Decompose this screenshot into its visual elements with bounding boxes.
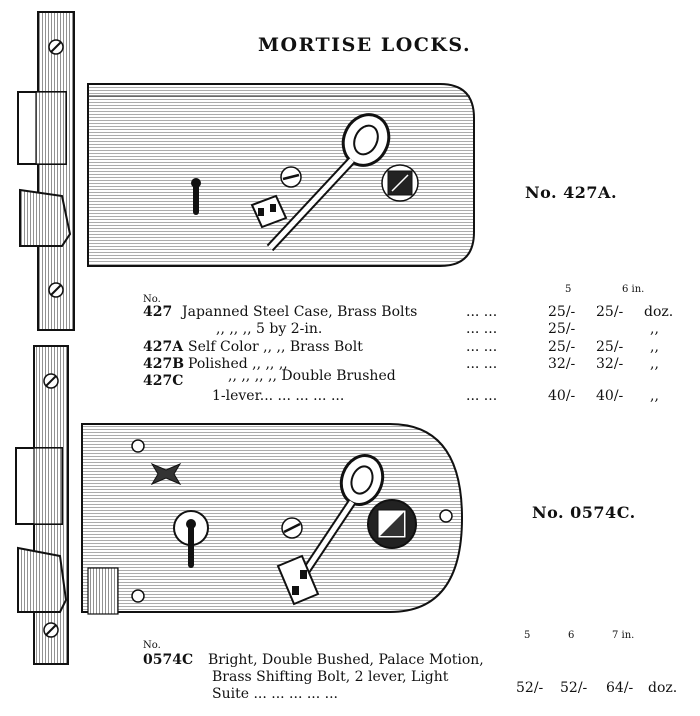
- unit: doz.: [644, 304, 674, 320]
- dots: ... ...: [466, 321, 498, 337]
- size-header: 5: [565, 284, 572, 295]
- price: 32/-: [548, 356, 576, 372]
- dots: ... ...: [466, 388, 498, 404]
- unit: ,,: [650, 339, 659, 355]
- item-description: ,, ,, ,, ,, Double Brushed: [228, 368, 396, 384]
- item-code: 427B: [143, 356, 185, 372]
- model-label-0574c: No. 0574C.: [532, 503, 636, 522]
- dots: ... ...: [466, 304, 498, 320]
- item-code: 427C: [143, 373, 184, 389]
- price: 40/-: [548, 388, 576, 404]
- size-header: 7 in.: [612, 630, 635, 641]
- model-label-427a: No. 427A.: [525, 183, 618, 202]
- item-code: 427: [143, 304, 173, 320]
- size-header: 5: [524, 630, 531, 641]
- price: 32/-: [596, 356, 624, 372]
- item-description: Brass Shifting Bolt, 2 lever, Light: [212, 669, 449, 685]
- price: 64/-: [606, 680, 634, 696]
- item-description: Suite ... ... ... ... ...: [212, 686, 338, 702]
- no-header: No.: [143, 640, 161, 651]
- price: 25/-: [596, 339, 624, 355]
- item-code: 0574C: [143, 652, 194, 668]
- price: 25/-: [548, 321, 576, 337]
- spindle-hole-icon: [368, 500, 416, 548]
- price: 25/-: [548, 304, 576, 320]
- item-description: Bright, Double Bushed, Palace Motion,: [208, 652, 484, 668]
- price: 40/-: [596, 388, 624, 404]
- price: 25/-: [596, 304, 624, 320]
- price: 25/-: [548, 339, 576, 355]
- dots: ... ...: [466, 356, 498, 372]
- dots: ... ...: [466, 339, 498, 355]
- unit: ,,: [650, 321, 659, 337]
- unit: doz.: [648, 680, 678, 696]
- latch-bolt-icon: [16, 448, 62, 524]
- no-header: No.: [143, 294, 161, 305]
- price: 52/-: [516, 680, 544, 696]
- unit: ,,: [650, 388, 659, 404]
- screw-icon: [282, 518, 302, 538]
- price: 52/-: [560, 680, 588, 696]
- item-description: Japanned Steel Case, Brass Bolts: [182, 304, 418, 320]
- dead-bolt-icon: [18, 548, 66, 612]
- item-description: Polished ,, ,, ,,: [188, 356, 288, 372]
- size-header: 6 in.: [622, 284, 645, 295]
- item-description: Self Color ,, ,, Brass Bolt: [188, 339, 363, 355]
- unit: ,,: [650, 356, 659, 372]
- item-code: 427A: [143, 339, 184, 355]
- item-description: ,, ,, ,, 5 by 2-in.: [216, 321, 323, 337]
- page-title: MORTISE LOCKS.: [258, 34, 472, 56]
- size-header: 6: [568, 630, 575, 641]
- item-description: 1-lever... ... ... ... ...: [212, 388, 345, 404]
